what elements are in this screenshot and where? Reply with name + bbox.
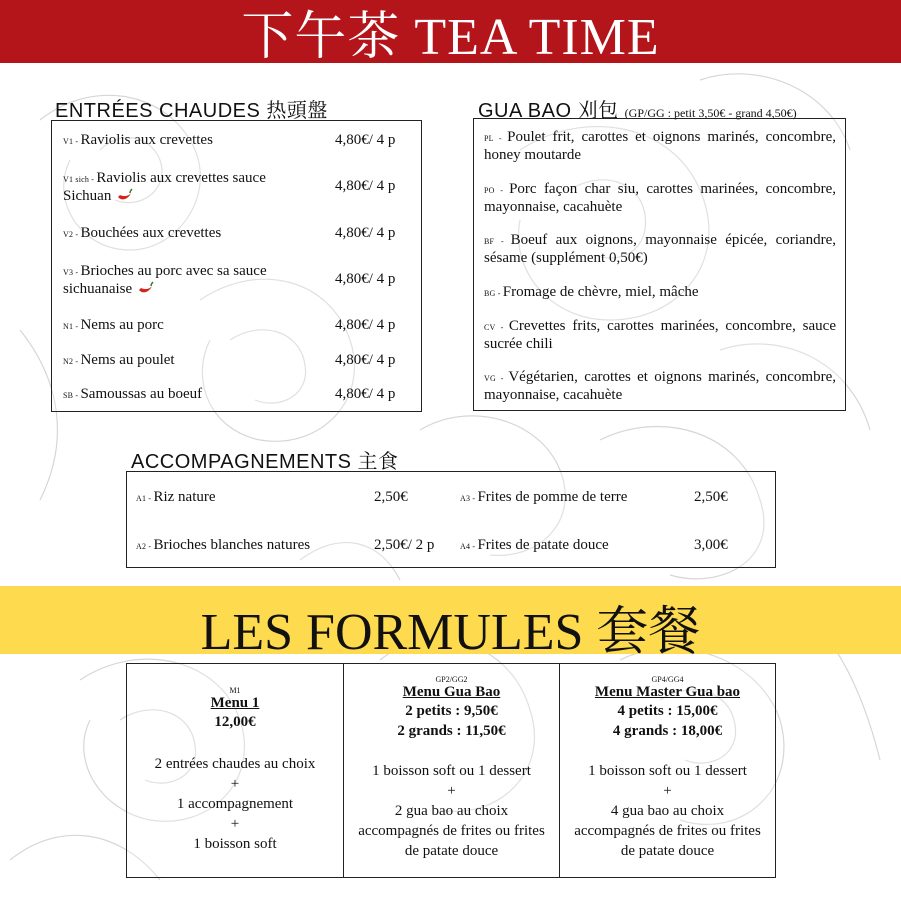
chili-pepper-icon bbox=[115, 188, 133, 202]
list-item: BF - Boeuf aux oignons, mayonnaise épicée, coriandre, sésame (supplément 0,50€) bbox=[484, 232, 836, 266]
list-item: A2 - Brioches blanches natures bbox=[136, 537, 311, 553]
tea-time-title: 下午茶 TEA TIME bbox=[241, 9, 660, 66]
list-item: A3 - Frites de pomme de terre bbox=[460, 489, 628, 505]
list-item: N2 - Nems au poulet bbox=[63, 352, 175, 368]
formule-price: 4 grands : 18,00€ bbox=[612, 723, 723, 739]
list-item: V3 - Brioches au porc avec sa sauce sichuanaise bbox=[63, 263, 267, 297]
item-price: 4,80€/ 4 p bbox=[335, 386, 396, 402]
formule-title: Menu Gua Bao bbox=[402, 684, 501, 700]
item-price: 4,80€/ 4 p bbox=[335, 271, 396, 287]
list-item: VG - Végétarien, carottes et oignons marinés, concombre, mayonnaise, cacahuète bbox=[484, 369, 837, 403]
formule-menu-gua-bao: GP2/GG2 Menu Gua Bao 2 petits : 9,50€ 2 grands : 11,50€ 1 boisson soft ou 1 dessert + 2 gua bao au choix accompagnés de frites ou frites de patate douce bbox=[344, 664, 559, 877]
formule-price: 2 grands : 11,50€ bbox=[397, 723, 506, 739]
list-item: V1 - Raviolis aux crevettes bbox=[63, 132, 213, 148]
item-price: 4,80€/ 4 p bbox=[335, 317, 396, 333]
formule-price: 2 petits : 9,50€ bbox=[405, 703, 498, 719]
item-price: 2,50€ bbox=[374, 489, 408, 505]
list-item: A1 - Riz nature bbox=[136, 489, 216, 505]
tea-time-banner bbox=[0, 0, 901, 66]
list-item: A4 - Frites de patate douce bbox=[460, 537, 609, 553]
guabao-price-note: (GP/GG : petit 3,50€ - grand 4,50€) bbox=[624, 106, 797, 120]
chili-pepper-icon bbox=[136, 281, 154, 295]
guabao-section-title: GUA BAO 刈包 (GP/GG : petit 3,50€ - grand 4,50€) bbox=[478, 100, 797, 122]
formules-table bbox=[126, 663, 776, 878]
item-price: 4,80€/ 4 p bbox=[335, 352, 396, 368]
list-item: SB - Samoussas au boeuf bbox=[63, 386, 203, 402]
item-price: 3,00€ bbox=[694, 537, 728, 553]
list-item: BG - Fromage de chèvre, miel, mâche bbox=[484, 284, 699, 300]
accompagnements-box bbox=[126, 471, 776, 568]
list-item: V1 sich - Raviolis aux crevettes sauce Sichuan bbox=[63, 170, 266, 204]
item-price: 2,50€ bbox=[694, 489, 728, 505]
list-item: N1 - Nems au porc bbox=[63, 317, 164, 333]
list-item: PL - Poulet frit, carottes et oignons marinés, concombre, honey moutarde bbox=[484, 129, 837, 163]
list-item: PO - Porc façon char siu, carottes marinées, concombre, mayonnaise, cacahuète bbox=[484, 181, 836, 215]
entrees-section-title: ENTRÉES CHAUDES 热頭盤 bbox=[55, 100, 328, 122]
item-price: 4,80€/ 4 p bbox=[335, 132, 396, 148]
formules-banner bbox=[0, 586, 901, 661]
formules-title: LES FORMULES 套餐 bbox=[200, 603, 701, 661]
formule-menu-1: M1 Menu 1 12,00€ 2 entrées chaudes au choix + 1 accompagnement + 1 boisson soft bbox=[127, 664, 343, 877]
formule-title: Menu 1 bbox=[210, 695, 260, 711]
list-item: CV - Crevettes frits, carottes marinées, concombre, sauce sucrée chili bbox=[484, 318, 836, 352]
item-price: 2,50€/ 2 p bbox=[374, 537, 435, 553]
item-price: 4,80€/ 4 p bbox=[335, 225, 396, 241]
list-item: V2 - Bouchées aux crevettes bbox=[63, 225, 222, 241]
formule-price: 4 petits : 15,00€ bbox=[617, 703, 718, 719]
formule-menu-master-gua-bao: GP4/GG4 Menu Master Gua bao 4 petits : 15,00€ 4 grands : 18,00€ 1 boisson soft ou 1 dessert + 4 gua bao au choix accompagnés de frites ou frites de patate douce bbox=[560, 664, 775, 877]
guabao-box bbox=[473, 118, 846, 411]
entrees-box bbox=[51, 120, 422, 412]
formule-price: 12,00€ bbox=[214, 714, 256, 730]
item-price: 4,80€/ 4 p bbox=[335, 178, 396, 194]
formule-title: Menu Master Gua bao bbox=[594, 684, 741, 700]
accompagnements-section-title: ACCOMPAGNEMENTS 主食 bbox=[131, 451, 399, 473]
